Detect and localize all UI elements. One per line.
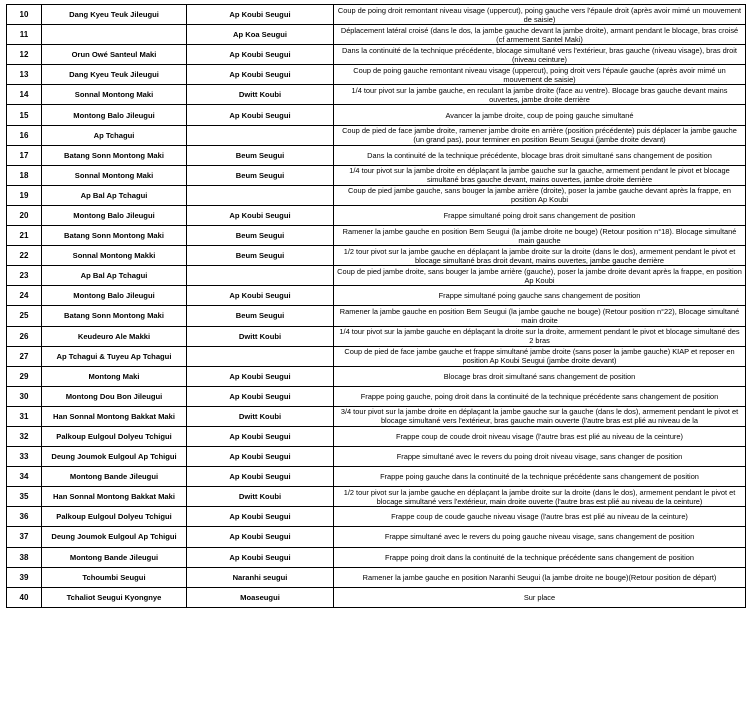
description-cell: Frappe simultané avec le revers du poing droit niveau visage, sans changer de position <box>334 447 746 467</box>
table-row <box>7 527 746 547</box>
stance-cell: Dwitt Koubi <box>187 85 334 105</box>
technique-name-cell: Ap Tchagui <box>42 125 187 145</box>
stance-cell <box>187 125 334 145</box>
description-cell: Ramener la jambe gauche en position Naranhi Seugui (la jambe droite ne bouge)(Retour position de départ) <box>334 567 746 587</box>
stance-cell: Ap Koubi Seugui <box>187 366 334 386</box>
step-number-cell: 11 <box>7 25 42 45</box>
technique-name-cell: Dang Kyeu Teuk Jileugui <box>42 5 187 25</box>
step-number-cell: 19 <box>7 185 42 205</box>
technique-name-cell: Dang Kyeu Teuk Jileugui <box>42 65 187 85</box>
step-number-cell: 21 <box>7 226 42 246</box>
stance-cell: Ap Koubi Seugui <box>187 467 334 487</box>
description-cell: Sur place <box>334 587 746 607</box>
technique-name-cell: Keudeuro Ale Makki <box>42 326 187 346</box>
stance-cell: Ap Koubi Seugui <box>187 426 334 446</box>
stance-cell: Dwitt Koubi <box>187 406 334 426</box>
table-row <box>7 205 746 225</box>
stance-cell: Ap Koubi Seugui <box>187 547 334 567</box>
stance-cell: Ap Koubi Seugui <box>187 286 334 306</box>
stance-cell <box>187 346 334 366</box>
technique-name-cell: Montong Balo Jileugui <box>42 205 187 225</box>
table-row <box>7 326 746 346</box>
step-number-cell: 37 <box>7 527 42 547</box>
table-row <box>7 165 746 185</box>
step-number-cell: 22 <box>7 246 42 266</box>
table-row <box>7 5 746 25</box>
step-number-cell: 10 <box>7 5 42 25</box>
technique-name-cell: Montong Balo Jileugui <box>42 286 187 306</box>
stance-cell: Ap Koa Seugui <box>187 25 334 45</box>
description-cell: Ramener la jambe gauche en position Bem Seugui (la jambe gauche ne bouge) (Retour position n°22), Blocage simultané main droite <box>334 306 746 326</box>
table-row <box>7 125 746 145</box>
table-row <box>7 567 746 587</box>
table-row <box>7 587 746 607</box>
table-row <box>7 386 746 406</box>
step-number-cell: 20 <box>7 205 42 225</box>
description-cell: Frappe poing gauche dans la continuité de la technique précédente sans changement de position <box>334 467 746 487</box>
stance-cell: Beum Seugui <box>187 145 334 165</box>
description-cell: Frappe poing gauche, poing droit dans la continuité de la technique précédente sans changement de position <box>334 386 746 406</box>
step-number-cell: 16 <box>7 125 42 145</box>
stance-cell: Beum Seugui <box>187 226 334 246</box>
table-row <box>7 547 746 567</box>
stance-cell: Moaseugui <box>187 587 334 607</box>
stance-cell: Dwitt Koubi <box>187 487 334 507</box>
technique-name-cell: Tchoumbi Seugui <box>42 567 187 587</box>
description-cell: Coup de pied de face jambe gauche et frappe simultané jambe droite (sans poser la jambe gauche) KIAP et reposer en position Ap Koubi Seugui (jambe droite devant) <box>334 346 746 366</box>
table-row <box>7 45 746 65</box>
technique-name-cell: Montong Dou Bon Jileugui <box>42 386 187 406</box>
stance-cell: Beum Seugui <box>187 165 334 185</box>
technique-sheet <box>6 4 746 608</box>
table-row <box>7 406 746 426</box>
description-cell: Coup de pied de face jambe droite, ramener jambe droite en arrière (position précédente) puis déplacer la jambe gauche (un grand pas), pour terminer en position Beum Seugui (jambe droite devant) <box>334 125 746 145</box>
table-row <box>7 507 746 527</box>
description-cell: Dans la continuité de la technique précédente, blocage simultané vers l'extérieur, bras gauche (niveau visage), bras droit (niveau ceinture) <box>334 45 746 65</box>
stance-cell: Ap Koubi Seugui <box>187 45 334 65</box>
table-row <box>7 447 746 467</box>
description-cell: Déplacement latéral croisé (dans le dos, la jambe gauche devant la jambe droite), armant pendant le blocage, bras croisé (cf armement Santel Maki) <box>334 25 746 45</box>
table-row <box>7 426 746 446</box>
step-number-cell: 33 <box>7 447 42 467</box>
technique-name-cell: Sonnal Montong Maki <box>42 165 187 185</box>
table-row <box>7 145 746 165</box>
technique-name-cell: Deung Joumok Eulgoul Ap Tchigui <box>42 447 187 467</box>
table-row <box>7 25 746 45</box>
technique-name-cell <box>42 25 187 45</box>
step-number-cell: 15 <box>7 105 42 125</box>
table-row <box>7 226 746 246</box>
description-cell: Dans la continuité de la technique précédente, blocage bras droit simultané sans changement de position <box>334 145 746 165</box>
stance-cell: Naranhi seugui <box>187 567 334 587</box>
technique-rows <box>7 5 746 608</box>
stance-cell: Ap Koubi Seugui <box>187 205 334 225</box>
step-number-cell: 17 <box>7 145 42 165</box>
description-cell: Ramener la jambe gauche en position Bem Seugui (la jambe droite ne bouge) (Retour position n°18). Blocage simultané main gauche <box>334 226 746 246</box>
description-cell: Frappe simultané poing gauche sans changement de position <box>334 286 746 306</box>
step-number-cell: 34 <box>7 467 42 487</box>
description-cell: Frappe coup de coude droit niveau visage (l'autre bras est plié au niveau de la ceinture) <box>334 426 746 446</box>
technique-name-cell: Han Sonnal Montong Bakkat Maki <box>42 487 187 507</box>
step-number-cell: 26 <box>7 326 42 346</box>
step-number-cell: 25 <box>7 306 42 326</box>
step-number-cell: 38 <box>7 547 42 567</box>
stance-cell: Beum Seugui <box>187 246 334 266</box>
table-row <box>7 306 746 326</box>
technique-name-cell: Han Sonnal Montong Bakkat Maki <box>42 406 187 426</box>
step-number-cell: 27 <box>7 346 42 366</box>
description-cell: Avancer la jambe droite, coup de poing gauche simultané <box>334 105 746 125</box>
stance-cell: Ap Koubi Seugui <box>187 507 334 527</box>
table-row <box>7 65 746 85</box>
stance-cell: Ap Koubi Seugui <box>187 105 334 125</box>
step-number-cell: 12 <box>7 45 42 65</box>
stance-cell <box>187 266 334 286</box>
description-cell: Coup de pied jambe gauche, sans bouger la jambe arrière (droite), poser la jambe gauche devant après la frappe, en position Ap Koubi <box>334 185 746 205</box>
stance-cell: Ap Koubi Seugui <box>187 5 334 25</box>
technique-name-cell: Batang Sonn Montong Maki <box>42 226 187 246</box>
description-cell: Blocage bras droit simultané sans changement de position <box>334 366 746 386</box>
step-number-cell: 35 <box>7 487 42 507</box>
technique-name-cell: Batang Sonn Montong Maki <box>42 306 187 326</box>
step-number-cell: 32 <box>7 426 42 446</box>
description-cell: 1/4 tour pivot sur la jambe gauche, en reculant la jambe droite (face au ventre). Blocage bras gauche devant mains ouvertes, jambe droite derrière <box>334 85 746 105</box>
table-row <box>7 85 746 105</box>
description-cell: 3/4 tour pivot sur la jambe droite en déplaçant la jambe gauche sur la gauche (dans le dos), armement pendant le pivot et blocage simultané vers l'extérieur, bras gauche main ouverte (l'autre bras est plié au niveau de la <box>334 406 746 426</box>
table-row <box>7 185 746 205</box>
table-row <box>7 266 746 286</box>
step-number-cell: 30 <box>7 386 42 406</box>
table-row <box>7 467 746 487</box>
description-cell: Frappe poing droit dans la continuité de la technique précédente sans changement de position <box>334 547 746 567</box>
step-number-cell: 14 <box>7 85 42 105</box>
table-row <box>7 246 746 266</box>
technique-name-cell: Orun Owé Santeul Maki <box>42 45 187 65</box>
stance-cell: Ap Koubi Seugui <box>187 527 334 547</box>
table-row <box>7 366 746 386</box>
stance-cell: Dwitt Koubi <box>187 326 334 346</box>
description-cell: Coup de poing gauche remontant niveau visage (uppercut), poing droit vers l'épaule gauche (après avoir mimé un mouvement de saisie) <box>334 65 746 85</box>
technique-name-cell: Sonnal Montong Makki <box>42 246 187 266</box>
stance-cell: Ap Koubi Seugui <box>187 447 334 467</box>
technique-name-cell: Palkoup Eulgoul Dolyeu Tchigui <box>42 426 187 446</box>
step-number-cell: 36 <box>7 507 42 527</box>
step-number-cell: 23 <box>7 266 42 286</box>
table-row <box>7 346 746 366</box>
technique-name-cell: Ap Tchagui & Tuyeu Ap Tchagui <box>42 346 187 366</box>
stance-cell <box>187 185 334 205</box>
technique-name-cell: Palkoup Eulgoul Dolyeu Tchigui <box>42 507 187 527</box>
step-number-cell: 31 <box>7 406 42 426</box>
technique-name-cell: Batang Sonn Montong Maki <box>42 145 187 165</box>
step-number-cell: 24 <box>7 286 42 306</box>
technique-table <box>6 4 746 608</box>
step-number-cell: 29 <box>7 366 42 386</box>
table-row <box>7 105 746 125</box>
technique-name-cell: Montong Maki <box>42 366 187 386</box>
technique-name-cell: Tchaliot Seugui Kyongnye <box>42 587 187 607</box>
technique-name-cell: Montong Bande Jileugui <box>42 467 187 487</box>
description-cell: 1/4 tour pivot sur la jambe droite en déplaçant la jambe gauche sur la gauche, armement pendant le pivot et blocage simultané bras gauche devant, mains ouvertes, jambe droite derrière <box>334 165 746 185</box>
technique-name-cell: Deung Joumok Eulgoul Ap Tchigui <box>42 527 187 547</box>
technique-name-cell: Montong Bande Jileugui <box>42 547 187 567</box>
table-row <box>7 487 746 507</box>
description-cell: Frappe simultané avec le revers du poing gauche niveau visage, sans changement de position <box>334 527 746 547</box>
description-cell: Frappe simultané poing droit sans changement de position <box>334 205 746 225</box>
stance-cell: Ap Koubi Seugui <box>187 65 334 85</box>
description-cell: Coup de pied jambe droite, sans bouger la jambe arrière (gauche), poser la jambe droite devant après la frappe, en position Ap Koubi <box>334 266 746 286</box>
description-cell: 1/2 tour pivot sur la jambe gauche en déplaçant la jambe droite sur la droite (dans le dos), armement pendant le pivot et blocage simultané bras droit devant, mains ouvertes, jambe gauche derrière <box>334 246 746 266</box>
technique-name-cell: Sonnal Montong Maki <box>42 85 187 105</box>
description-cell: Frappe coup de coude gauche niveau visage (l'autre bras est plié au niveau de la ceinture) <box>334 507 746 527</box>
description-cell: Coup de poing droit remontant niveau visage (uppercut), poing gauche vers l'épaule droit (après avoir mimé un mouvement de saisie) <box>334 5 746 25</box>
step-number-cell: 39 <box>7 567 42 587</box>
stance-cell: Ap Koubi Seugui <box>187 386 334 406</box>
step-number-cell: 40 <box>7 587 42 607</box>
stance-cell: Beum Seugui <box>187 306 334 326</box>
technique-name-cell: Montong Balo Jileugui <box>42 105 187 125</box>
description-cell: 1/2 tour pivot sur la jambe gauche en déplaçant la jambe droite sur la droite (dans le dos), armement pendant le pivot et blocage simultané vers l'extérieur, main droite ouverte (l'autre bras est plié au niveau de la ceinture) <box>334 487 746 507</box>
step-number-cell: 18 <box>7 165 42 185</box>
technique-name-cell: Ap Bal Ap Tchagui <box>42 185 187 205</box>
step-number-cell: 13 <box>7 65 42 85</box>
table-row <box>7 286 746 306</box>
description-cell: 1/4 tour pivot sur la jambe gauche en déplaçant la droite sur la droite, armement pendant le pivot et blocage simultané des 2 bras <box>334 326 746 346</box>
technique-name-cell: Ap Bal Ap Tchagui <box>42 266 187 286</box>
